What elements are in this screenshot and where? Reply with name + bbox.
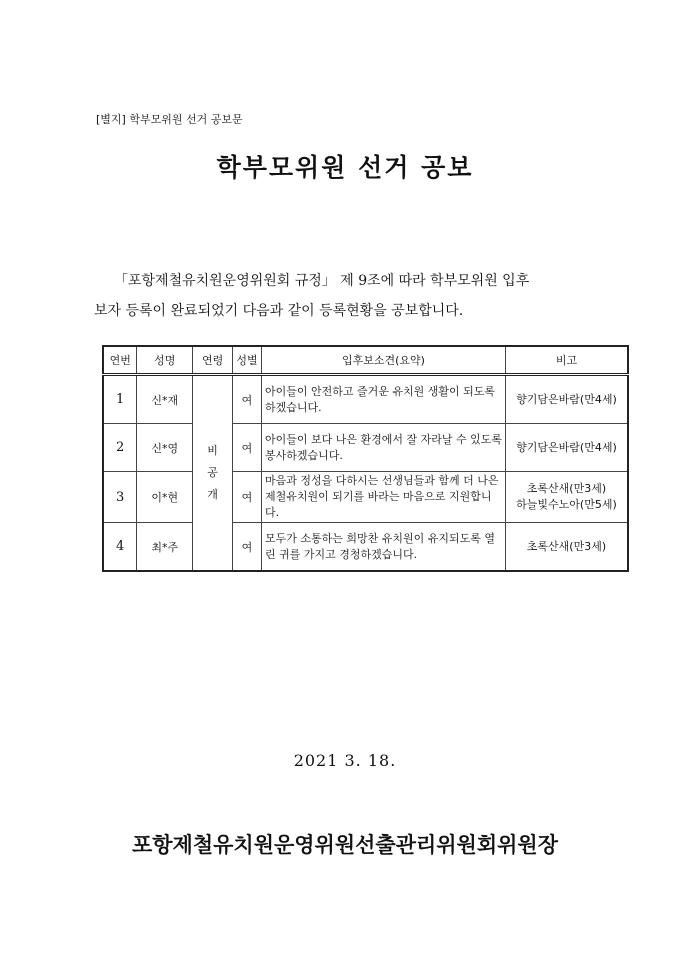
table-row bbox=[103, 375, 628, 424]
candidate-note: 초록산새(만3세) 하늘빛수노아(만5세) bbox=[505, 472, 628, 523]
table-row bbox=[103, 523, 628, 572]
row-number: 1 bbox=[103, 375, 137, 424]
candidate-note: 향기담은바람(만4세) bbox=[505, 375, 628, 424]
intro-line-2: 보자 등록이 완료되었기 다음과 같이 등록현황을 공보합니다. bbox=[94, 303, 464, 319]
candidate-gender: 여 bbox=[233, 472, 262, 523]
header-pledge: 입후보소견(요약) bbox=[261, 346, 505, 375]
candidate-pledge: 모두가 소통하는 희망찬 유치원이 유지되도록 열린 귀를 가지고 경청하겠습니다. bbox=[261, 523, 505, 572]
age-char: 비 bbox=[207, 444, 218, 457]
candidate-gender: 여 bbox=[233, 375, 262, 424]
announcement-date: 2021 3. 18. bbox=[293, 751, 397, 770]
candidate-name: 신*영 bbox=[137, 424, 193, 472]
candidate-note: 향기담은바람(만4세) bbox=[505, 424, 628, 472]
intro-line-1: 「포항제철유치원운영위원회 규정」 제 9조에 따라 학부모위원 입후 bbox=[114, 273, 530, 289]
candidate-note: 초록산새(만3세) bbox=[505, 523, 628, 572]
header-age: 연령 bbox=[193, 346, 233, 375]
table-header-row bbox=[103, 346, 628, 375]
age-merged-cell bbox=[193, 375, 233, 572]
row-number: 2 bbox=[103, 424, 137, 472]
candidate-pledge: 아이들이 보다 나은 환경에서 잘 자라날 수 있도록 봉사하겠습니다. bbox=[261, 424, 505, 472]
candidate-gender: 여 bbox=[233, 523, 262, 572]
header-note: 비고 bbox=[505, 346, 628, 375]
intro-paragraph bbox=[94, 266, 614, 326]
table-row bbox=[103, 472, 628, 523]
row-number: 3 bbox=[103, 472, 137, 523]
table-row bbox=[103, 424, 628, 472]
header-number: 연번 bbox=[103, 346, 137, 375]
annex-label: [별지] 학부모위원 선거 공보문 bbox=[96, 113, 243, 126]
header-name: 성명 bbox=[137, 346, 193, 375]
signature-title: 포항제철유치원운영위원선출관리위원회위원장 bbox=[131, 832, 558, 857]
candidate-name: 이*현 bbox=[137, 472, 193, 523]
candidate-gender: 여 bbox=[233, 424, 262, 472]
candidate-name: 신*재 bbox=[137, 375, 193, 424]
candidate-pledge: 아이들이 안전하고 즐거운 유치원 생활이 되도록 하겠습니다. bbox=[261, 375, 505, 424]
candidate-pledge: 마음과 정성을 다하시는 선생님들과 함께 더 나은 제철유치원이 되기를 바라는 마음으로 지원합니다. bbox=[261, 472, 505, 523]
page-title: 학부모위원 선거 공보 bbox=[216, 153, 474, 182]
candidate-name: 최*주 bbox=[137, 523, 193, 572]
row-number: 4 bbox=[103, 523, 137, 572]
age-char: 공 bbox=[207, 466, 218, 479]
registration-table bbox=[102, 345, 629, 572]
age-char: 개 bbox=[207, 488, 218, 501]
header-gender: 성별 bbox=[233, 346, 262, 375]
